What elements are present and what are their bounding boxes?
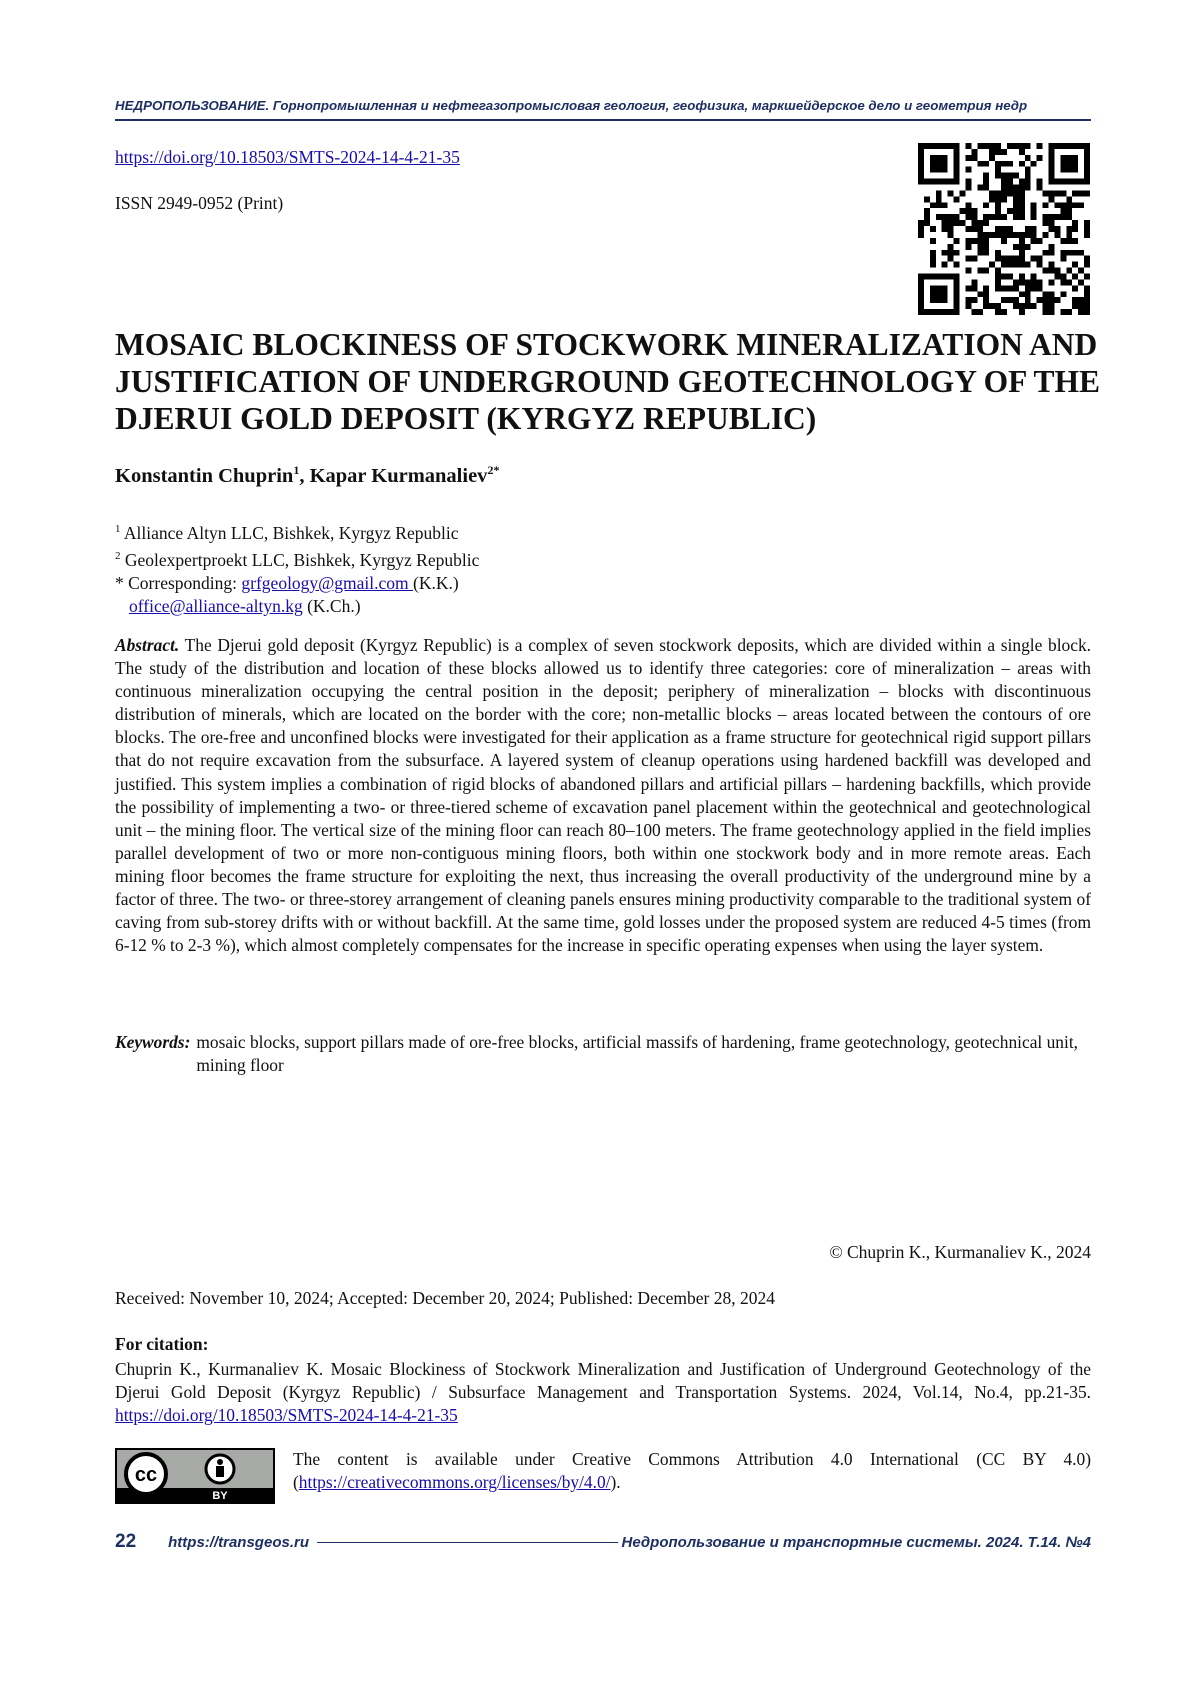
citation-label: For citation: [115, 1334, 209, 1354]
license-link[interactable]: https://creativecommons.org/licenses/by/4.0/ [298, 1472, 611, 1492]
keywords-label: Keywords: [115, 1032, 191, 1052]
keywords-text: mosaic blocks, support pillars made of ore-free blocks, artificial massifs of hardening, frame geotechnology, geotechnical unit, mining floor [196, 1032, 1078, 1075]
creative-commons-by-icon [117, 1450, 273, 1502]
affil-mark: 1 [115, 523, 121, 535]
email-link[interactable]: grfgeology@gmail.com [241, 572, 414, 593]
paper-title: MOSAIC BLOCKINESS OF STOCKWORK MINERALIZATION AND JUSTIFICATION OF UNDERGROUND GEOTECHNOLOGY OF THE DJERUI GOLD DEPOSIT (KYRGYZ REPUBLIC) [115, 327, 1101, 436]
corresponding-2 [115, 595, 479, 618]
corr-note: (K.Ch.) [302, 595, 361, 616]
author-name: Kapar Kurmanaliev [309, 464, 488, 487]
abstract-text: The Djerui gold deposit (Kyrgyz Republic) is a complex of seven stockwork deposits, which are divided within a single block. The study of the distribution and location of these blocks allowed us to identify three categories: core of mineralization – areas with continuous mineralization occupying the central position in the deposit; periphery of mineralization – blocks with discontinuous distribution of minerals, which are located on the border with the core; non-metallic blocks – areas located between the contours of ore blocks. The ore-free and unconfined blocks were investigated for their application as a frame structure for geotechnical rigid support pillars that do not require excavation from the subsurface. A layered system of cleanup operations using hardened backfill was developed and justified. This system implies a combination of rigid blocks of abandoned pillars and artificial pillars – hardening backfills, which provide the possibility of implementing a two- or three-tiered scheme of excavation panel placement within the geotechnical and geotechnological unit – the mining floor. The vertical size of the mining floor can reach 80–100 meters. The frame geotechnology applied in the field implies parallel development of two or more non-contiguous mining floors, both within one stockwork body and in more remote areas. Each mining floor becomes the frame structure for exploiting the next, thus increasing the overall productivity of the underground mine by a factor of three. The two- or three-storey arrangement of cleaning panels ensures mining productivity comparable to the traditional system of caving from sub-storey drifts with or without backfill. At the same time, gold losses under the proposed system are reduced 4-5 times (from 6-12 % to 2-3 %), which almost completely compensates for the increase in specific operating expenses when using the layer system. [115, 635, 1091, 956]
affiliation-1 [115, 518, 479, 545]
citation-body: Chuprin K., Kurmanaliev K. Mosaic Blockiness of Stockwork Mineralization and Justification of Underground Geotechnology of the Djerui Gold Deposit (Kyrgyz Republic) / Subsurface Management and Transportation Systems. 2024, Vol.14, No.4, pp.21-35. [115, 1359, 1091, 1402]
doi-link[interactable]: https://doi.org/10.18503/SMTS-2024-14-4-21-35 [115, 147, 460, 167]
citation-text [115, 1358, 1091, 1427]
corr-label: * Corresponding: [115, 572, 242, 593]
email-link[interactable]: office@alliance-altyn.kg [129, 595, 303, 616]
affil-mark: 2 [115, 549, 121, 562]
footer-site-link[interactable]: https://transgeos.ru [168, 1533, 309, 1551]
license-end: ). [610, 1472, 621, 1492]
affil-text: Alliance Altyn LLC, Bishkek, Kyrgyz Republic [120, 522, 459, 543]
corresponding [115, 572, 479, 595]
publication-dates: Received: November 10, 2024; Accepted: December 20, 2024; Published: December 28, 2024 [115, 1288, 775, 1308]
cc-badge-text: BY [212, 1490, 228, 1502]
journal-subtitle: геофизика, маркшейдерское дело и геометрия недр [669, 98, 1028, 113]
corr-note: (K.K.) [413, 572, 459, 593]
abstract-label: Abstract. [115, 635, 180, 655]
license-body: The content is available under Creative Commons Attribution 4.0 International (CC BY 4.0) ( [293, 1449, 1091, 1492]
author-list [115, 463, 499, 488]
affiliations [115, 518, 479, 618]
abstract [115, 634, 1091, 957]
issn: ISSN 2949-0952 (Print) [115, 193, 284, 213]
page-number: 22 [115, 1531, 137, 1552]
citation-doi-link[interactable]: https://doi.org/10.18503/SMTS-2024-14-4-21-35 [115, 1405, 458, 1425]
svg-text:cc: cc [134, 1464, 158, 1486]
journal-name: НЕДРОПОЛЬЗОВАНИЕ. Горнопромышленная и нефтегазопромысловая геология, [115, 98, 670, 113]
author-separator: , [299, 464, 310, 487]
affil-text: Geolexpertproekt LLC, Bishkek, Kyrgyz Republic [120, 549, 480, 570]
author-affil-mark: 1 [293, 463, 300, 477]
affiliation-2 [115, 545, 479, 572]
footer-rule [317, 1542, 618, 1543]
qr-code-icon [918, 143, 1090, 315]
cc-by-badge[interactable] [115, 1448, 275, 1504]
author-affil-mark: 2* [487, 463, 500, 477]
copyright: © Chuprin K., Kurmanaliev K., 2024 [829, 1242, 1091, 1262]
license-text [293, 1448, 1091, 1494]
page-footer [115, 1530, 1091, 1554]
footer-journal: Недропользование и транспортные системы. 2024. Т.14. №4 [621, 1533, 1091, 1551]
journal-header [115, 98, 1091, 121]
author-name: Konstantin Chuprin [115, 464, 294, 487]
keywords [115, 1031, 1091, 1077]
